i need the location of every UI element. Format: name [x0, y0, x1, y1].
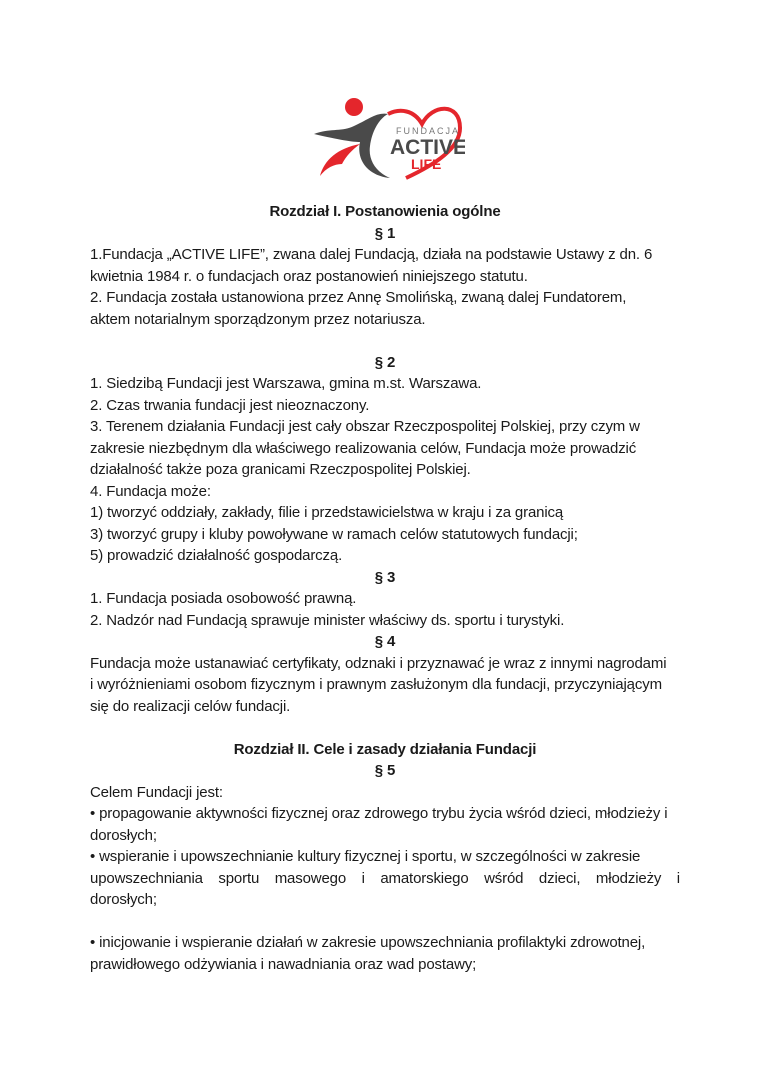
s1-line: aktem notarialnym sporządzonym przez notariusza. — [90, 310, 426, 328]
s3-line: 2. Nadzór nad Fundacją sprawuje minister właściwy ds. sportu i turystyki. — [90, 611, 565, 629]
s5-bullet3-line: prawidłowego odżywiania i nawadniania oraz wad postawy; — [90, 955, 477, 973]
s2-line: 3) tworzyć grupy i kluby powoływane w ramach celów statutowych fundacji; — [90, 525, 578, 543]
spacer — [90, 717, 680, 739]
s2-line: 1) tworzyć oddziały, zakłady, filie i przedstawicielstwa w kraju i za granicą — [90, 504, 564, 521]
s1-line: kwietnia 1984 r. o fundacjach oraz postanowień niniejszego statutu. — [90, 267, 528, 285]
chapter2-title: Rozdział II. Cele i zasady działania Fundacji — [233, 740, 537, 758]
runner-heart-logo-icon — [310, 90, 465, 180]
spacer — [90, 330, 680, 352]
chapter1-title: Rozdział I. Postanowienia ogólne — [269, 203, 501, 220]
s5-bullet3-line: • inicjowanie i wspieranie działań w zakresie upowszechniania profilaktyki zdrowotnej, — [90, 934, 646, 951]
s4-line: i wyróżnieniami osobom fizycznym i prawnym zasłużonym dla fundacji, przyczyniającym — [90, 676, 662, 693]
s4-line: Fundacja może ustanawiać certyfikaty, odznaki i przyznawać je wraz z innymi nagrodami — [90, 654, 667, 672]
s5-bullet1-line: • propagowanie aktywności fizycznej oraz zdrowego trybu życia wśród dzieci, młodzieży i — [90, 805, 668, 822]
s5-bullet2-line: • wspieranie i upowszechnianie kultury fizycznej i sportu, w szczególności w zakresie — [90, 848, 641, 865]
svg-text:LIFE: LIFE — [411, 156, 442, 172]
s5-intro: Celem Fundacji jest: — [90, 783, 223, 801]
s5-bullet2-line: dorosłych; — [90, 891, 157, 908]
section-5-heading: § 5 — [374, 762, 396, 779]
s1-line: 2. Fundacja została ustanowiona przez Annę Smolińską, zwaną dalej Fundatorem, — [90, 289, 627, 306]
section-4-heading: § 4 — [374, 633, 396, 650]
svg-text:FUNDACJA: FUNDACJA — [396, 126, 461, 136]
s1-line: 1.Fundacja „ACTIVE LIFE”, zwana dalej Fundacją, działa na podstawie Ustawy z dn. 6 — [90, 246, 653, 263]
s3-line: 1. Fundacja posiada osobowość prawną. — [90, 590, 357, 607]
svg-text:ACTIVE: ACTIVE — [390, 136, 465, 159]
foundation-logo — [310, 90, 465, 180]
s4-line: się do realizacji celów fundacji. — [90, 697, 291, 715]
s2-line: działalność także poza granicami Rzeczpospolitej Polskiej. — [90, 461, 471, 478]
s5-bullet1-line: dorosłych; — [90, 826, 157, 844]
s2-line: 5) prowadzić działalność gospodarczą. — [90, 547, 343, 564]
s2-line: 4. Fundacja może: — [90, 482, 211, 500]
s2-line: zakresie niezbędnym dla właściwego realizowania celów, Fundacja może prowadzić — [90, 439, 637, 457]
section-1-heading: § 1 — [374, 224, 396, 242]
section-3-heading: § 3 — [374, 568, 396, 586]
spacer — [90, 911, 680, 933]
s5-bullet2-line: upowszechniania sportu masowego i amatorskiego wśród dzieci, młodzieży i — [90, 869, 680, 887]
s2-line: 2. Czas trwania fundacji jest nieoznaczony. — [90, 396, 370, 414]
section-2-heading: § 2 — [374, 353, 396, 371]
document-page — [90, 201, 680, 975]
s2-line: 3. Terenem działania Fundacji jest cały obszar Rzeczpospolitej Polskiej, przy czym w — [90, 418, 640, 435]
s2-line: 1. Siedzibą Fundacji jest Warszawa, gmina m.st. Warszawa. — [90, 375, 482, 392]
